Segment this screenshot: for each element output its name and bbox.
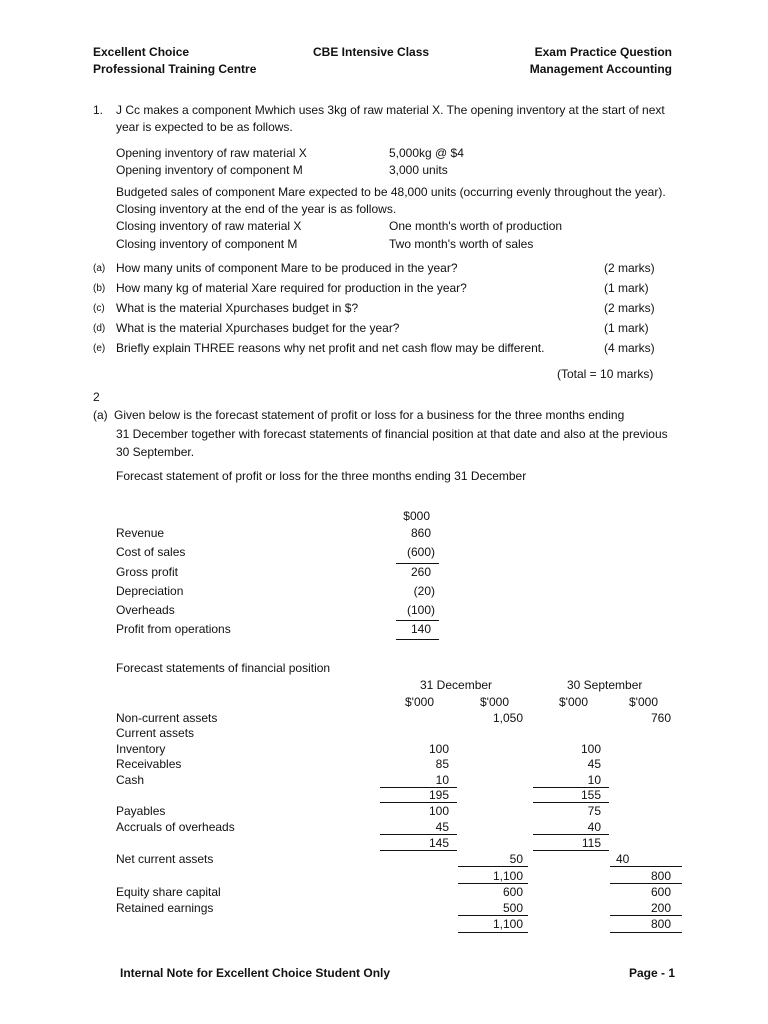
pl-total-rule bbox=[396, 639, 439, 640]
pl-row-label: Depreciation bbox=[116, 584, 184, 598]
pl-title: Forecast statement of profit or loss for the three months ending 31 December bbox=[116, 469, 527, 483]
closing-label: Closing inventory of raw material X bbox=[116, 219, 302, 233]
fp-column-group-header: 31 December bbox=[420, 678, 493, 692]
header-org-name: Excellent Choice bbox=[93, 45, 190, 59]
opening-value: 3,000 units bbox=[389, 163, 448, 177]
pl-row-value: 860 bbox=[410, 526, 431, 540]
part-marks: (2 marks) bbox=[604, 261, 655, 275]
fp-cell: 800 bbox=[650, 869, 671, 883]
pl-row-label: Profit from operations bbox=[116, 622, 231, 636]
fp-cell: 40 bbox=[616, 852, 630, 866]
fp-cell: 760 bbox=[650, 711, 671, 725]
part-letter: (c) bbox=[93, 303, 105, 314]
fp-row-label: Net current assets bbox=[116, 852, 214, 866]
budget-line: Budgeted sales of component Mare expected to be 48,000 units (occurring evenly throughout the year). bbox=[116, 185, 666, 199]
part-a-line: 31 December together with forecast statements of financial position at that date and also at the previous bbox=[116, 427, 668, 441]
fp-column-group-header: 30 September bbox=[567, 678, 643, 692]
fp-cell: 85 bbox=[435, 757, 449, 771]
fp-cell: 145 bbox=[428, 836, 449, 850]
opening-label: Opening inventory of raw material X bbox=[116, 146, 307, 160]
fp-cell: 500 bbox=[502, 901, 523, 915]
part-marks: (2 marks) bbox=[604, 301, 655, 315]
pl-row-value: 140 bbox=[410, 622, 431, 636]
fp-subtotal-rule bbox=[533, 850, 609, 851]
fp-unit-header: $'000 bbox=[629, 695, 658, 709]
fp-cell: 1,100 bbox=[492, 917, 523, 931]
fp-row-label: Accruals of overheads bbox=[116, 820, 235, 834]
fp-cell: 50 bbox=[509, 852, 523, 866]
fp-cell: 1,100 bbox=[492, 869, 523, 883]
footer-note: Internal Note for Excellent Choice Student Only bbox=[120, 966, 391, 980]
header-doc-type: Exam Practice Question bbox=[534, 45, 672, 59]
fp-cell: 100 bbox=[428, 742, 449, 756]
fp-row-label: Current assets bbox=[116, 726, 195, 740]
part-marks: (1 mark) bbox=[604, 281, 649, 295]
opening-value: 5,000kg @ $4 bbox=[389, 146, 464, 160]
question-1-intro-line: year is expected to be as follows. bbox=[116, 120, 293, 134]
part-text: How many units of component Mare to be produced in the year? bbox=[116, 261, 458, 275]
header-class-name: CBE Intensive Class bbox=[313, 45, 430, 59]
fp-title: Forecast statements of financial position bbox=[116, 661, 331, 675]
fp-cell: 200 bbox=[650, 901, 671, 915]
fp-total-rule bbox=[458, 932, 528, 933]
part-marks: (4 marks) bbox=[604, 341, 655, 355]
fp-cell: 75 bbox=[587, 804, 601, 818]
question-1-intro-line: J Cc makes a component Mwhich uses 3kg of raw material X. The opening inventory at the start of next bbox=[116, 103, 665, 117]
fp-unit-header: $'000 bbox=[559, 695, 588, 709]
fp-cell: 115 bbox=[581, 836, 601, 850]
fp-row-label: Equity share capital bbox=[116, 885, 221, 899]
fp-subtotal-rule bbox=[380, 850, 457, 851]
fp-cell: 100 bbox=[580, 742, 601, 756]
fp-row-label: Non-current assets bbox=[116, 711, 218, 725]
part-letter: (a) bbox=[93, 408, 108, 422]
part-letter: (d) bbox=[93, 323, 106, 334]
fp-cell: 45 bbox=[435, 820, 449, 834]
part-marks: (1 mark) bbox=[604, 321, 649, 335]
fp-unit-header: $'000 bbox=[405, 695, 434, 709]
pl-row-label: Revenue bbox=[116, 526, 165, 540]
fp-cell: 155 bbox=[580, 788, 601, 802]
fp-cell: 10 bbox=[435, 773, 449, 787]
fp-row-label: Inventory bbox=[116, 742, 166, 756]
pl-row-value: (600) bbox=[406, 545, 435, 559]
part-a-line: Given below is the forecast statement of profit or loss for a business for the three months ending bbox=[114, 408, 625, 422]
budget-line: Closing inventory at the end of the year is as follows. bbox=[116, 202, 397, 216]
opening-label: Opening inventory of component M bbox=[116, 163, 303, 177]
fp-row-label: Payables bbox=[116, 804, 166, 818]
fp-cell: 800 bbox=[650, 917, 671, 931]
part-a-line: 30 September. bbox=[116, 445, 195, 459]
pl-row-value: 260 bbox=[410, 565, 431, 579]
fp-total-rule bbox=[610, 866, 682, 867]
fp-row-label: Receivables bbox=[116, 757, 182, 771]
fp-cell: 600 bbox=[650, 885, 671, 899]
part-letter: (a) bbox=[93, 263, 106, 274]
closing-value: Two month's worth of sales bbox=[389, 237, 534, 251]
header-org-subtitle: Professional Training Centre bbox=[93, 62, 257, 76]
question-1-total: (Total = 10 marks) bbox=[557, 367, 654, 381]
part-letter: (b) bbox=[93, 283, 106, 294]
closing-label: Closing inventory of component M bbox=[116, 237, 298, 251]
fp-cell: 100 bbox=[428, 804, 449, 818]
fp-total-rule bbox=[458, 866, 528, 867]
pl-row-label: Overheads bbox=[116, 603, 175, 617]
fp-unit-header: $'000 bbox=[480, 695, 509, 709]
fp-cell: 600 bbox=[502, 885, 523, 899]
fp-cell: 40 bbox=[587, 820, 601, 834]
fp-cell: 1,050 bbox=[492, 711, 523, 725]
pl-row-label: Gross profit bbox=[116, 565, 179, 579]
part-text: Briefly explain THREE reasons why net profit and net cash flow may be different. bbox=[116, 341, 545, 355]
fp-row-label: Retained earnings bbox=[116, 901, 214, 915]
part-text: How many kg of material Xare required for production in the year? bbox=[116, 281, 467, 295]
fp-cell: 45 bbox=[587, 757, 601, 771]
fp-cell: 10 bbox=[587, 773, 601, 787]
question-2-number: 2 bbox=[93, 390, 100, 404]
pl-row-value: (100) bbox=[406, 603, 435, 617]
fp-row-label: Cash bbox=[116, 773, 145, 787]
pl-row-label: Cost of sales bbox=[116, 545, 186, 559]
fp-cell: 195 bbox=[428, 788, 449, 802]
part-letter: (e) bbox=[93, 343, 106, 354]
part-text: What is the material Xpurchases budget for the year? bbox=[116, 321, 400, 335]
page-number: Page - 1 bbox=[628, 966, 675, 980]
pl-row-value: (20) bbox=[413, 584, 435, 598]
part-text: What is the material Xpurchases budget in $? bbox=[116, 301, 359, 315]
header-subject: Management Accounting bbox=[529, 62, 672, 76]
closing-value: One month's worth of production bbox=[389, 219, 563, 233]
fp-total-rule bbox=[610, 932, 682, 933]
pl-unit-header: $000 bbox=[403, 509, 430, 523]
question-1-number: 1. bbox=[93, 103, 104, 117]
